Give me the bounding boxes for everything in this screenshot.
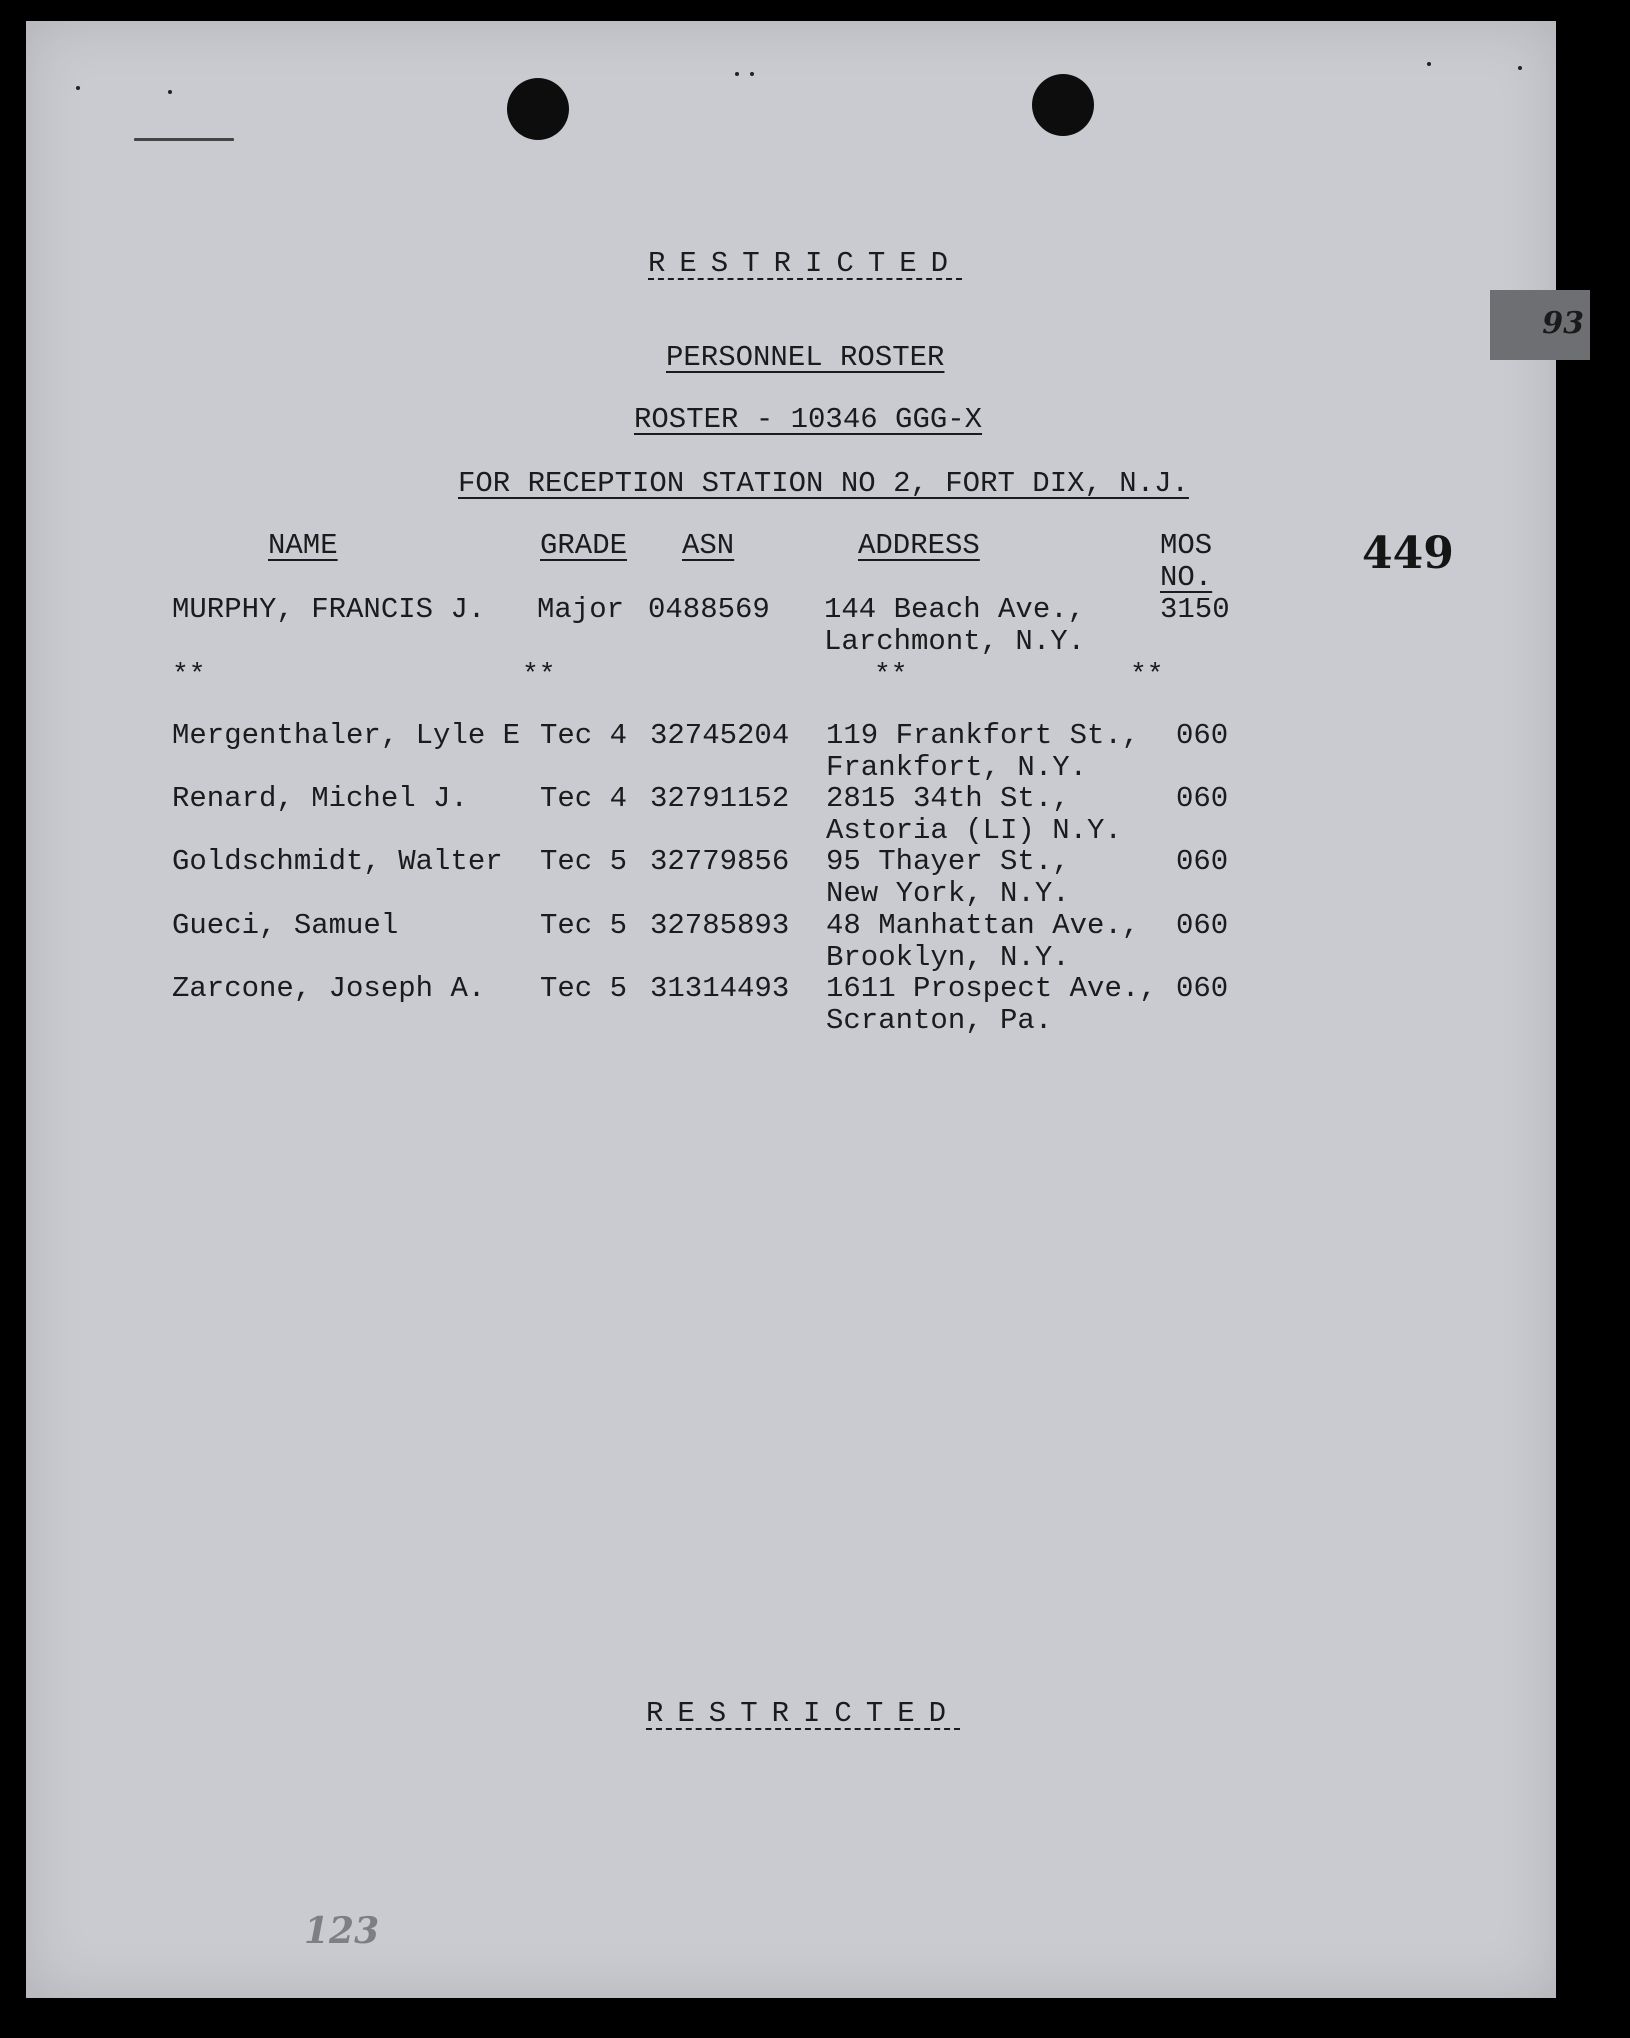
punch-hole-left <box>507 78 569 140</box>
column-header-asn: ASN <box>682 529 735 562</box>
row-name: Renard, Michel J. <box>172 782 468 815</box>
officer-name: MURPHY, FRANCIS J. <box>172 593 486 626</box>
row-address-line1: 2815 34th St., <box>826 782 1070 815</box>
row-address-line2: New York, N.Y. <box>826 877 1070 910</box>
row-address-line1: 95 Thayer St., <box>826 845 1070 878</box>
row-asn: 32745204 <box>650 719 790 752</box>
speck <box>76 86 80 90</box>
punch-hole-right <box>1032 74 1094 136</box>
row-mos: 060 <box>1176 972 1229 1005</box>
speck <box>168 90 172 94</box>
row-asn: 32785893 <box>650 909 790 942</box>
officer-address-line1: 144 Beach Ave., <box>824 593 1086 626</box>
speck <box>134 138 234 141</box>
row-grade: Tec 4 <box>540 782 628 815</box>
station-heading: FOR RECEPTION STATION NO 2, FORT DIX, N.J. <box>458 467 1189 500</box>
row-grade: Tec 5 <box>540 845 628 878</box>
document-title: PERSONNEL ROSTER <box>666 341 945 374</box>
row-name: Gueci, Samuel <box>172 909 399 942</box>
column-header-name: NAME <box>268 529 338 562</box>
speck <box>1427 62 1431 66</box>
row-asn: 31314493 <box>650 972 790 1005</box>
row-asn: 32791152 <box>650 782 790 815</box>
row-mos: 060 <box>1176 845 1229 878</box>
officer-asn: 0488569 <box>648 593 770 626</box>
corner-stamp: 123 <box>304 1910 380 1952</box>
classification-top: RESTRICTED <box>648 247 963 280</box>
row-mos: 060 <box>1176 909 1229 942</box>
speck <box>735 72 739 76</box>
row-name: Zarcone, Joseph A. <box>172 972 486 1005</box>
row-address-line2: Astoria (LI) N.Y. <box>826 814 1122 847</box>
speck <box>750 72 754 76</box>
row-grade: Tec 4 <box>540 719 628 752</box>
roster-number: ROSTER - 10346 GGG-X <box>634 403 983 436</box>
separator-mark: ** <box>874 660 908 691</box>
row-address-line1: 119 Frankfort St., <box>826 719 1140 752</box>
row-address-line2: Brooklyn, N.Y. <box>826 941 1070 974</box>
row-address-line1: 1611 Prospect Ave., <box>826 972 1157 1005</box>
row-name: Mergenthaler, Lyle E <box>172 719 521 752</box>
page-number-stamp: 449 <box>1362 528 1454 579</box>
column-header-address: ADDRESS <box>858 529 980 562</box>
row-address-line2: Frankfort, N.Y. <box>826 751 1088 784</box>
tab-label: 93 <box>1542 306 1584 341</box>
row-asn: 32779856 <box>650 845 790 878</box>
speck <box>1518 66 1522 70</box>
separator-mark: ** <box>172 660 206 691</box>
officer-grade: Major <box>537 593 625 626</box>
row-grade: Tec 5 <box>540 909 628 942</box>
column-header-mos: MOS <box>1160 529 1213 562</box>
column-header-grade: GRADE <box>540 529 628 562</box>
row-address-line2: Scranton, Pa. <box>826 1004 1053 1037</box>
row-mos: 060 <box>1176 782 1229 815</box>
separator-mark: ** <box>522 660 556 691</box>
officer-address-line2: Larchmont, N.Y. <box>824 625 1086 658</box>
row-mos: 060 <box>1176 719 1229 752</box>
file-tab <box>1490 290 1590 360</box>
classification-bottom: RESTRICTED <box>646 1697 961 1730</box>
row-grade: Tec 5 <box>540 972 628 1005</box>
officer-mos: 3150 <box>1160 593 1230 626</box>
column-header-mos-no: NO. <box>1160 561 1213 594</box>
separator-mark: ** <box>1130 660 1164 691</box>
row-name: Goldschmidt, Walter <box>172 845 503 878</box>
row-address-line1: 48 Manhattan Ave., <box>826 909 1140 942</box>
